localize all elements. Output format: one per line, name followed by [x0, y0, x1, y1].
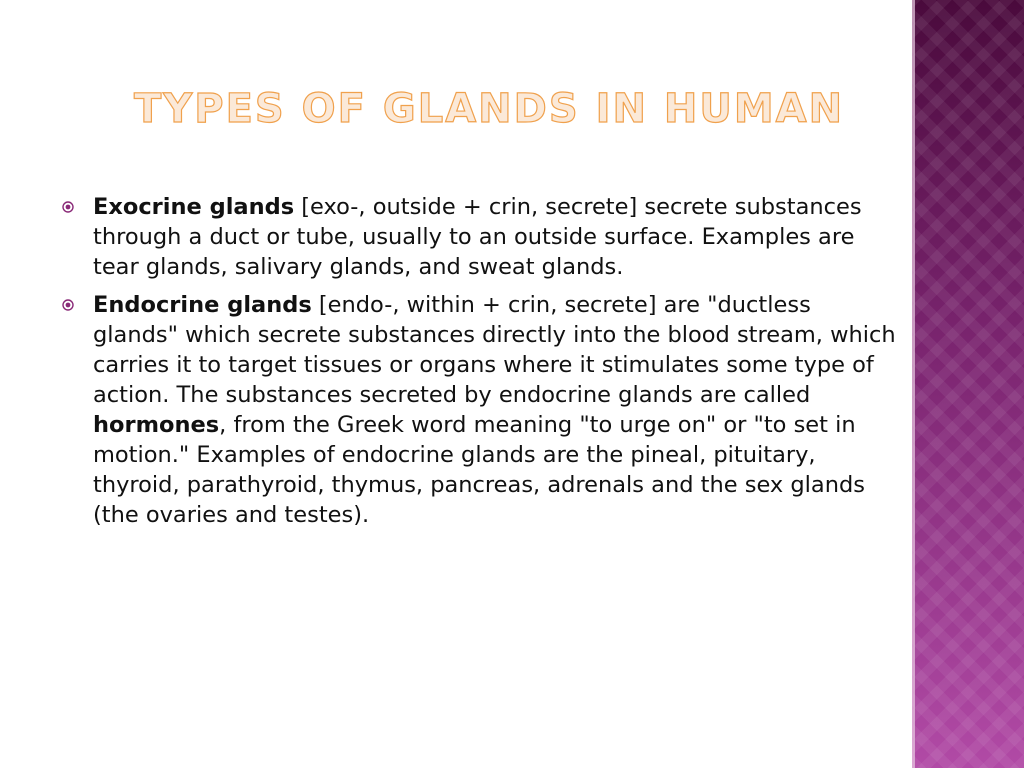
description-endocrine-part1: [endo-, within + crin, secrete] are "ductless glands" which secrete substances directly into the blood stream, which carries it to target tissues or organs where it stimulates some type of action. The substances secreted by endocrine glands are called	[93, 292, 896, 408]
circled-dot-bullet-icon	[62, 201, 74, 213]
decorative-side-band	[912, 0, 1024, 768]
circled-dot-bullet-icon	[62, 299, 74, 311]
slide-title: TYPES OF GLANDS IN HUMAN	[134, 86, 845, 132]
description-exocrine: [exo-, outside + crin, secrete] secrete substances through a duct or tube, usually to an outside surface. Examples are tear glands, salivary glands, and sweat glands.	[93, 194, 862, 280]
term-endocrine-glands: Endocrine glands	[93, 292, 312, 318]
description-endocrine-part2: , from the Greek word meaning "to urge on" or "to set in motion." Examples of endocrine glands are the pineal, pituitary, thyroid, parathyroid, thymus, pancreas, adrenals and the sex glands (the ovaries and testes).	[93, 412, 865, 528]
term-hormones: hormones	[93, 412, 220, 438]
bullet-endocrine	[62, 290, 902, 530]
bullet-exocrine	[62, 192, 902, 282]
slide-content	[62, 192, 902, 538]
term-exocrine-glands: Exocrine glands	[93, 194, 295, 220]
